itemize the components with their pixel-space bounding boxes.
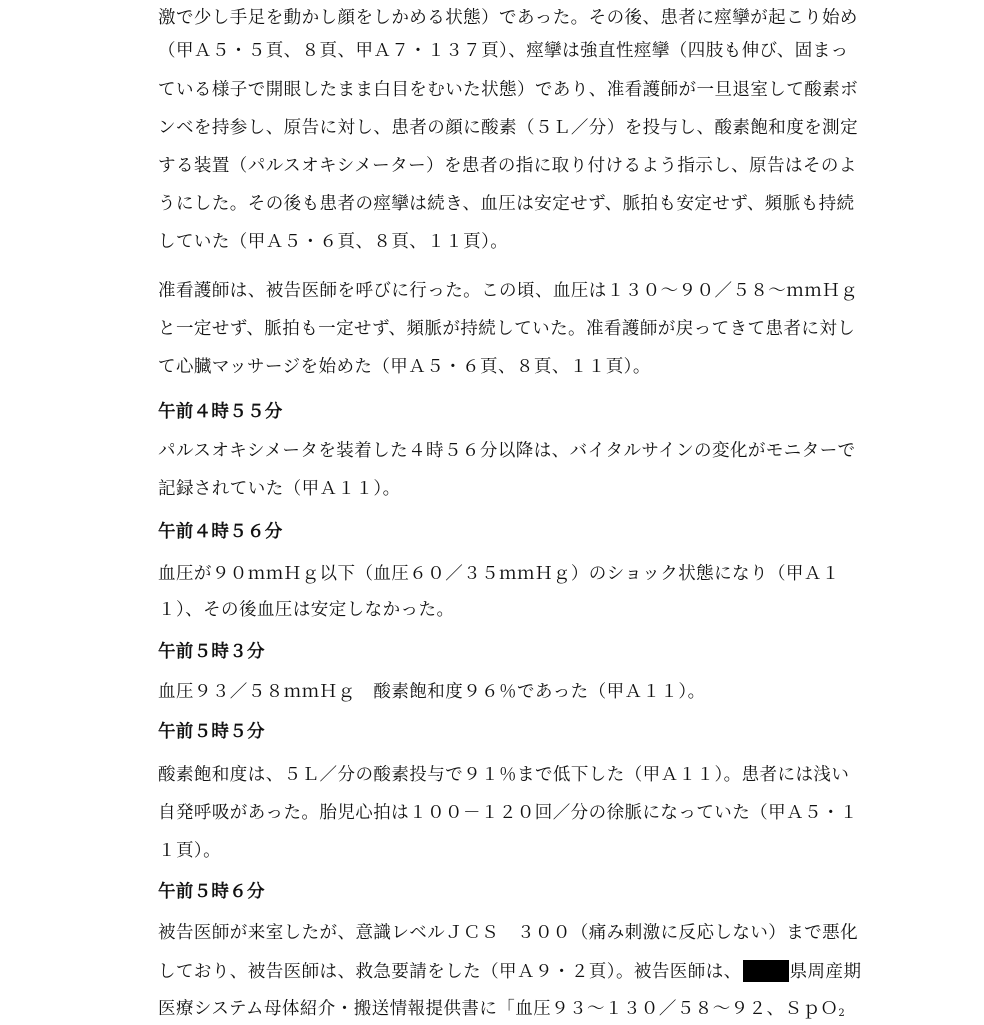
redacted-line-after: 県周産期 bbox=[789, 962, 862, 982]
paragraph-line: 准看護師は、被告医師を呼びに行った。この頃、血圧は１３０～９０／５８～ｍｍＨｇ bbox=[158, 281, 859, 301]
redaction-block bbox=[743, 960, 789, 982]
spo2-subscript: 2 bbox=[838, 1008, 846, 1019]
paragraph-line: うにした。その後も患者の痙攣は続き、血圧は安定せず、脈拍も安定せず、頻脈も持続 bbox=[158, 194, 855, 214]
paragraph-line: していた（甲Ａ５・６頁、８頁、１１頁）。 bbox=[158, 232, 509, 252]
section-line: 記録されていた（甲Ａ１１）。 bbox=[158, 479, 401, 499]
section-line bbox=[158, 998, 845, 1025]
section-line: １頁）。 bbox=[158, 841, 222, 861]
section-line: パルスオキシメータを装着した４時５６分以降は、バイタルサインの変化がモニターで bbox=[158, 441, 856, 461]
section-line: 自発呼吸があった。胎児心拍は１００－１２０回／分の徐脈になっていた（甲Ａ５・１ bbox=[158, 803, 858, 823]
section-line: 血圧が９０ｍｍＨｇ以下（血圧６０／３５ｍｍＨｇ）のショック状態になり（甲Ａ１ bbox=[158, 564, 840, 584]
paragraph-line: ンベを持参し、原告に対し、患者の顔に酸素（５Ｌ／分）を投与し、酸素飽和度を測定 bbox=[158, 118, 859, 138]
paragraph-line: ている様子で開眼したまま白目をむいた状態）であり、准看護師が一旦退室して酸素ボ bbox=[158, 80, 859, 100]
section-heading: 午前４時５５分 bbox=[158, 402, 283, 422]
paragraph-line: て心臓マッサージを始めた（甲Ａ５・６頁、８頁、１１頁）。 bbox=[158, 357, 651, 377]
paragraph-line: する装置（パルスオキシメーター）を患者の指に取り付けるよう指示し、原告はそのよ bbox=[158, 156, 857, 176]
section-heading: 午前５時６分 bbox=[158, 882, 265, 902]
section-heading: 午前４時５６分 bbox=[158, 522, 283, 542]
section-heading: 午前５時３分 bbox=[158, 642, 265, 662]
section-line: 酸素飽和度は、５Ｌ／分の酸素投与で９１％まで低下した（甲Ａ１１）。患者には浅い bbox=[158, 765, 850, 785]
section-line: 血圧９３／５８ｍｍＨｇ 酸素飽和度９６％であった（甲Ａ１１）。 bbox=[158, 682, 706, 702]
section-line: １）、その後血圧は安定しなかった。 bbox=[158, 600, 455, 620]
paragraph-line: （甲Ａ５・５頁、８頁、甲Ａ７・１３７頁）、痙攣は強直性痙攣（四肢も伸び、固まっ bbox=[158, 41, 849, 61]
section-line-with-redaction bbox=[158, 960, 861, 983]
section-heading: 午前５時５分 bbox=[158, 722, 265, 742]
paragraph-line: 激で少し手足を動かし顔をしかめる状態）であった。その後、患者に痙攣が起こり始め bbox=[158, 8, 858, 28]
section-line: 被告医師が来室したが、意識レベルＪＣＳ ３００（痛み刺激に反応しない）まで悪化 bbox=[158, 923, 859, 943]
paragraph-line: と一定せず、脈拍も一定せず、頻脈が持続していた。准看護師が戻ってきて患者に対し bbox=[158, 319, 856, 339]
redacted-line-before: しており、被告医師は、救急要請をした（甲Ａ９・２頁）。被告医師は、 bbox=[158, 962, 742, 982]
last-line-text: 医療システム母体紹介・搬送情報提供書に「血圧９３～１３０／５８～９２、ＳｐＯ bbox=[158, 999, 839, 1019]
